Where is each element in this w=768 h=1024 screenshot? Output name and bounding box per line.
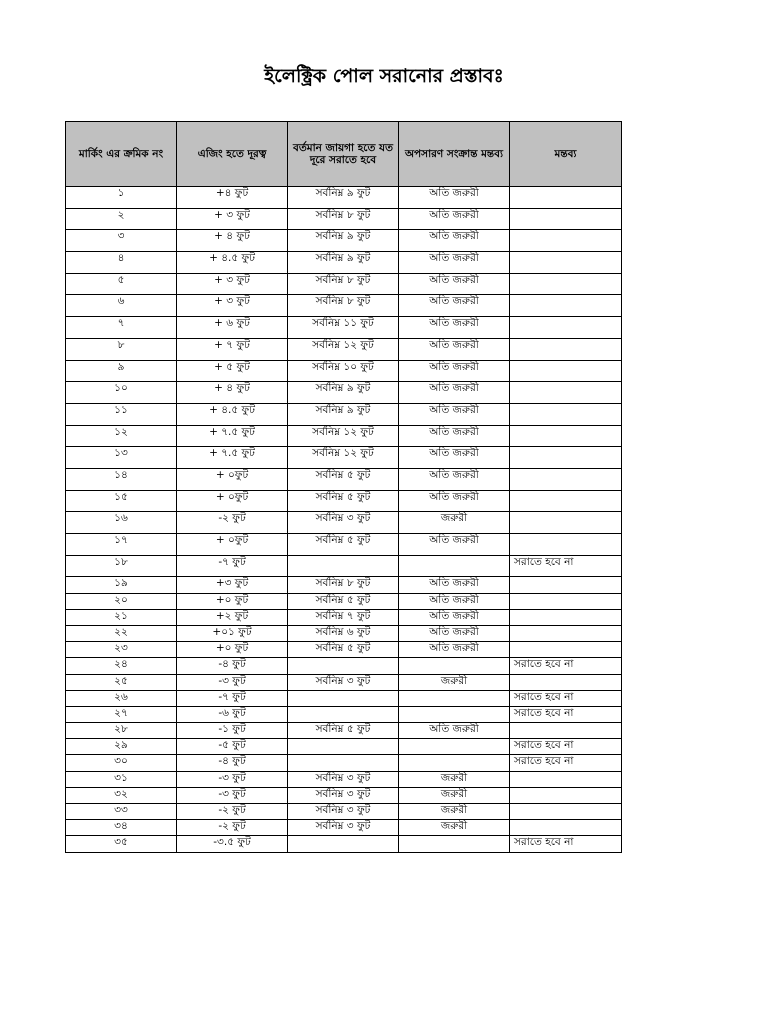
header-distance-from-edge: এজিং হতে দূরত্ব — [177, 122, 288, 187]
cell-move-distance — [288, 739, 399, 755]
table-body — [66, 187, 622, 853]
cell-move-distance — [288, 555, 399, 577]
header-removal-remark: অপসারণ সংক্রান্ত মন্তব্য — [399, 122, 510, 187]
cell-comment: সরাতে হবে না — [510, 555, 622, 577]
cell-serial-no: ১৯ — [66, 577, 177, 593]
header-serial-no: মার্কিং এর ক্রমিক নং — [66, 122, 177, 187]
cell-distance-from-edge: + ০ফুট — [177, 534, 288, 556]
cell-removal-remark: অতি জরুরী — [399, 295, 510, 317]
table-row — [66, 187, 622, 209]
cell-distance-from-edge: -৫ ফুট — [177, 739, 288, 755]
cell-distance-from-edge: -৩ ফুট — [177, 674, 288, 690]
table-row — [66, 690, 622, 706]
cell-removal-remark: অতি জরুরী — [399, 723, 510, 739]
cell-distance-from-edge: + ০ফুট — [177, 468, 288, 490]
cell-move-distance: সর্বনিম্ন ১২ ফুট — [288, 338, 399, 360]
cell-serial-no: ৭ — [66, 317, 177, 339]
cell-distance-from-edge: + ৪ ফুট — [177, 382, 288, 404]
cell-removal-remark — [399, 739, 510, 755]
cell-removal-remark: জরুরী — [399, 771, 510, 787]
cell-comment — [510, 490, 622, 512]
cell-move-distance: সর্বনিম্ন ৯ ফুট — [288, 187, 399, 209]
cell-removal-remark: অতি জরুরী — [399, 208, 510, 230]
cell-removal-remark: জরুরী — [399, 820, 510, 836]
cell-removal-remark: অতি জরুরী — [399, 625, 510, 641]
cell-distance-from-edge: +০১ ফুট — [177, 625, 288, 641]
cell-serial-no: ৩০ — [66, 755, 177, 771]
cell-move-distance: সর্বনিম্ন ৩ ফুট — [288, 674, 399, 690]
cell-removal-remark: অতি জরুরী — [399, 403, 510, 425]
table-row — [66, 739, 622, 755]
cell-removal-remark: অতি জরুরী — [399, 425, 510, 447]
cell-comment — [510, 820, 622, 836]
cell-move-distance — [288, 706, 399, 722]
table-row — [66, 787, 622, 803]
cell-comment — [510, 609, 622, 625]
cell-move-distance — [288, 836, 399, 852]
cell-move-distance: সর্বনিম্ন ৮ ফুট — [288, 208, 399, 230]
table-row — [66, 723, 622, 739]
table-row — [66, 755, 622, 771]
cell-serial-no: ২৮ — [66, 723, 177, 739]
cell-move-distance: সর্বনিম্ন ৫ ফুট — [288, 468, 399, 490]
cell-removal-remark: অতি জরুরী — [399, 252, 510, 274]
cell-move-distance: সর্বনিম্ন ৮ ফুট — [288, 295, 399, 317]
cell-distance-from-edge: +৪ ফুট — [177, 187, 288, 209]
cell-comment: সরাতে হবে না — [510, 690, 622, 706]
cell-comment — [510, 447, 622, 469]
cell-removal-remark: জরুরী — [399, 804, 510, 820]
cell-move-distance: সর্বনিম্ন ৩ ফুট — [288, 787, 399, 803]
table-row — [66, 447, 622, 469]
cell-comment — [510, 338, 622, 360]
cell-serial-no: ৩৪ — [66, 820, 177, 836]
cell-move-distance — [288, 658, 399, 674]
cell-distance-from-edge: -২ ফুট — [177, 820, 288, 836]
cell-comment — [510, 804, 622, 820]
cell-distance-from-edge: + ৩ ফুট — [177, 273, 288, 295]
cell-distance-from-edge: -৩.৫ ফুট — [177, 836, 288, 852]
cell-comment — [510, 295, 622, 317]
table-row — [66, 295, 622, 317]
cell-comment: সরাতে হবে না — [510, 706, 622, 722]
table-row — [66, 674, 622, 690]
table-row — [66, 403, 622, 425]
table-row — [66, 360, 622, 382]
cell-distance-from-edge: + ৪.৫ ফুট — [177, 252, 288, 274]
cell-distance-from-edge: +০ ফুট — [177, 593, 288, 609]
cell-serial-no: ২৯ — [66, 739, 177, 755]
cell-comment — [510, 208, 622, 230]
cell-removal-remark — [399, 690, 510, 706]
table-row — [66, 836, 622, 852]
cell-removal-remark: জরুরী — [399, 787, 510, 803]
table-row — [66, 593, 622, 609]
cell-distance-from-edge: -৪ ফুট — [177, 658, 288, 674]
cell-serial-no: ১৬ — [66, 512, 177, 534]
cell-distance-from-edge: + ৭ ফুট — [177, 338, 288, 360]
cell-removal-remark: অতি জরুরী — [399, 382, 510, 404]
cell-comment — [510, 403, 622, 425]
cell-comment — [510, 360, 622, 382]
cell-distance-from-edge: + ৩ ফুট — [177, 295, 288, 317]
cell-comment — [510, 787, 622, 803]
cell-serial-no: ৮ — [66, 338, 177, 360]
cell-distance-from-edge: + ৬ ফুট — [177, 317, 288, 339]
cell-comment — [510, 252, 622, 274]
cell-move-distance: সর্বনিম্ন ৫ ফুট — [288, 642, 399, 658]
table-row — [66, 317, 622, 339]
cell-distance-from-edge: + ৩ ফুট — [177, 208, 288, 230]
cell-serial-no: ১৩ — [66, 447, 177, 469]
cell-move-distance: সর্বনিম্ন ৫ ফুট — [288, 723, 399, 739]
cell-removal-remark: অতি জরুরী — [399, 468, 510, 490]
cell-distance-from-edge: + ০ফুট — [177, 490, 288, 512]
cell-comment — [510, 187, 622, 209]
cell-serial-no: ২৭ — [66, 706, 177, 722]
cell-move-distance: সর্বনিম্ন ১০ ফুট — [288, 360, 399, 382]
cell-distance-from-edge: -৩ ফুট — [177, 771, 288, 787]
table-row — [66, 804, 622, 820]
table-row — [66, 609, 622, 625]
cell-removal-remark: অতি জরুরী — [399, 230, 510, 252]
cell-removal-remark: অতি জরুরী — [399, 187, 510, 209]
cell-comment — [510, 425, 622, 447]
cell-move-distance: সর্বনিম্ন ৮ ফুট — [288, 577, 399, 593]
cell-distance-from-edge: +২ ফুট — [177, 609, 288, 625]
cell-serial-no: ২৬ — [66, 690, 177, 706]
cell-serial-no: ১৫ — [66, 490, 177, 512]
cell-serial-no: ২১ — [66, 609, 177, 625]
cell-move-distance: সর্বনিম্ন ৩ ফুট — [288, 512, 399, 534]
cell-comment — [510, 273, 622, 295]
cell-distance-from-edge: -৩ ফুট — [177, 787, 288, 803]
cell-serial-no: ২৫ — [66, 674, 177, 690]
cell-move-distance: সর্বনিম্ন ৯ ফুট — [288, 252, 399, 274]
cell-distance-from-edge: -৭ ফুট — [177, 690, 288, 706]
cell-serial-no: ১৮ — [66, 555, 177, 577]
cell-move-distance: সর্বনিম্ন ৩ ফুট — [288, 820, 399, 836]
cell-serial-no: ৯ — [66, 360, 177, 382]
table-header-row — [66, 122, 622, 187]
cell-serial-no: ৩ — [66, 230, 177, 252]
cell-distance-from-edge: + ৪ ফুট — [177, 230, 288, 252]
table-row — [66, 555, 622, 577]
table-row — [66, 658, 622, 674]
cell-serial-no: ৩১ — [66, 771, 177, 787]
cell-removal-remark: অতি জরুরী — [399, 577, 510, 593]
header-comment: মন্তব্য — [510, 122, 622, 187]
cell-move-distance: সর্বনিম্ন ৩ ফুট — [288, 804, 399, 820]
cell-removal-remark: অতি জরুরী — [399, 642, 510, 658]
table-row — [66, 512, 622, 534]
cell-serial-no: ৩২ — [66, 787, 177, 803]
cell-comment — [510, 593, 622, 609]
cell-move-distance: সর্বনিম্ন ৫ ফুট — [288, 490, 399, 512]
cell-comment: সরাতে হবে না — [510, 658, 622, 674]
cell-removal-remark: অতি জরুরী — [399, 360, 510, 382]
cell-comment — [510, 512, 622, 534]
cell-removal-remark: জরুরী — [399, 674, 510, 690]
table-row — [66, 338, 622, 360]
cell-move-distance: সর্বনিম্ন ১২ ফুট — [288, 447, 399, 469]
cell-distance-from-edge: -২ ফুট — [177, 804, 288, 820]
cell-serial-no: ২ — [66, 208, 177, 230]
cell-serial-no: ১৭ — [66, 534, 177, 556]
cell-move-distance: সর্বনিম্ন ৫ ফুট — [288, 593, 399, 609]
cell-removal-remark: অতি জরুরী — [399, 447, 510, 469]
table-row — [66, 642, 622, 658]
cell-move-distance — [288, 690, 399, 706]
cell-distance-from-edge: -২ ফুট — [177, 512, 288, 534]
table-row — [66, 252, 622, 274]
cell-distance-from-edge: -৪ ফুট — [177, 755, 288, 771]
table-row — [66, 208, 622, 230]
cell-comment — [510, 625, 622, 641]
table-row — [66, 230, 622, 252]
cell-move-distance: সর্বনিম্ন ৫ ফুট — [288, 534, 399, 556]
cell-comment — [510, 468, 622, 490]
cell-comment: সরাতে হবে না — [510, 836, 622, 852]
cell-removal-remark — [399, 836, 510, 852]
table-row — [66, 820, 622, 836]
cell-removal-remark: জরুরী — [399, 512, 510, 534]
cell-comment — [510, 577, 622, 593]
cell-serial-no: ১১ — [66, 403, 177, 425]
cell-move-distance — [288, 755, 399, 771]
cell-comment — [510, 382, 622, 404]
cell-serial-no: ১৪ — [66, 468, 177, 490]
cell-serial-no: ২৩ — [66, 642, 177, 658]
cell-distance-from-edge: -৬ ফুট — [177, 706, 288, 722]
cell-distance-from-edge: +০ ফুট — [177, 642, 288, 658]
cell-removal-remark — [399, 658, 510, 674]
cell-removal-remark: অতি জরুরী — [399, 490, 510, 512]
cell-serial-no: ৩৩ — [66, 804, 177, 820]
document-title: ইলেক্ট্রিক পোল সরানোর প্রস্তাবঃ — [264, 65, 504, 87]
cell-comment — [510, 771, 622, 787]
cell-serial-no: ১২ — [66, 425, 177, 447]
cell-comment — [510, 674, 622, 690]
cell-distance-from-edge: + ৭.৫ ফুট — [177, 447, 288, 469]
cell-serial-no: ১ — [66, 187, 177, 209]
cell-serial-no: ৪ — [66, 252, 177, 274]
cell-distance-from-edge: + ৭.৫ ফুট — [177, 425, 288, 447]
cell-move-distance: সর্বনিম্ন ৬ ফুট — [288, 625, 399, 641]
table-row — [66, 771, 622, 787]
cell-move-distance: সর্বনিম্ন ৯ ফুট — [288, 230, 399, 252]
cell-serial-no: ৫ — [66, 273, 177, 295]
cell-serial-no: ২২ — [66, 625, 177, 641]
cell-serial-no: ৩৫ — [66, 836, 177, 852]
cell-removal-remark: অতি জরুরী — [399, 593, 510, 609]
cell-serial-no: ২৪ — [66, 658, 177, 674]
header-move-distance: বর্তমান জায়গা হতে যত দূরে সরাতে হবে — [288, 122, 399, 187]
cell-removal-remark — [399, 755, 510, 771]
table-row — [66, 468, 622, 490]
cell-comment — [510, 230, 622, 252]
cell-move-distance: সর্বনিম্ন ৮ ফুট — [288, 273, 399, 295]
cell-removal-remark: অতি জরুরী — [399, 273, 510, 295]
cell-removal-remark — [399, 706, 510, 722]
cell-removal-remark — [399, 555, 510, 577]
cell-comment: সরাতে হবে না — [510, 755, 622, 771]
cell-distance-from-edge: -১ ফুট — [177, 723, 288, 739]
cell-distance-from-edge: + ৫ ফুট — [177, 360, 288, 382]
table-row — [66, 577, 622, 593]
cell-removal-remark: অতি জরুরী — [399, 338, 510, 360]
table-row — [66, 625, 622, 641]
table-row — [66, 534, 622, 556]
cell-removal-remark: অতি জরুরী — [399, 534, 510, 556]
cell-comment — [510, 723, 622, 739]
cell-serial-no: ২০ — [66, 593, 177, 609]
pole-relocation-table — [65, 121, 622, 853]
cell-move-distance: সর্বনিম্ন ৯ ফুট — [288, 382, 399, 404]
table-row — [66, 382, 622, 404]
cell-serial-no: ১০ — [66, 382, 177, 404]
cell-distance-from-edge: + ৪.৫ ফুট — [177, 403, 288, 425]
cell-move-distance: সর্বনিম্ন ১২ ফুট — [288, 425, 399, 447]
table-row — [66, 490, 622, 512]
table-row — [66, 425, 622, 447]
cell-move-distance: সর্বনিম্ন ১১ ফুট — [288, 317, 399, 339]
cell-serial-no: ৬ — [66, 295, 177, 317]
cell-comment: সরাতে হবে না — [510, 739, 622, 755]
table-row — [66, 273, 622, 295]
cell-move-distance: সর্বনিম্ন ৯ ফুট — [288, 403, 399, 425]
cell-comment — [510, 317, 622, 339]
cell-removal-remark: অতি জরুরী — [399, 317, 510, 339]
cell-move-distance: সর্বনিম্ন ৭ ফুট — [288, 609, 399, 625]
cell-distance-from-edge: +৩ ফুট — [177, 577, 288, 593]
cell-move-distance: সর্বনিম্ন ৩ ফুট — [288, 771, 399, 787]
cell-comment — [510, 534, 622, 556]
table-row — [66, 706, 622, 722]
cell-distance-from-edge: -৭ ফুট — [177, 555, 288, 577]
cell-removal-remark: অতি জরুরী — [399, 609, 510, 625]
cell-comment — [510, 642, 622, 658]
